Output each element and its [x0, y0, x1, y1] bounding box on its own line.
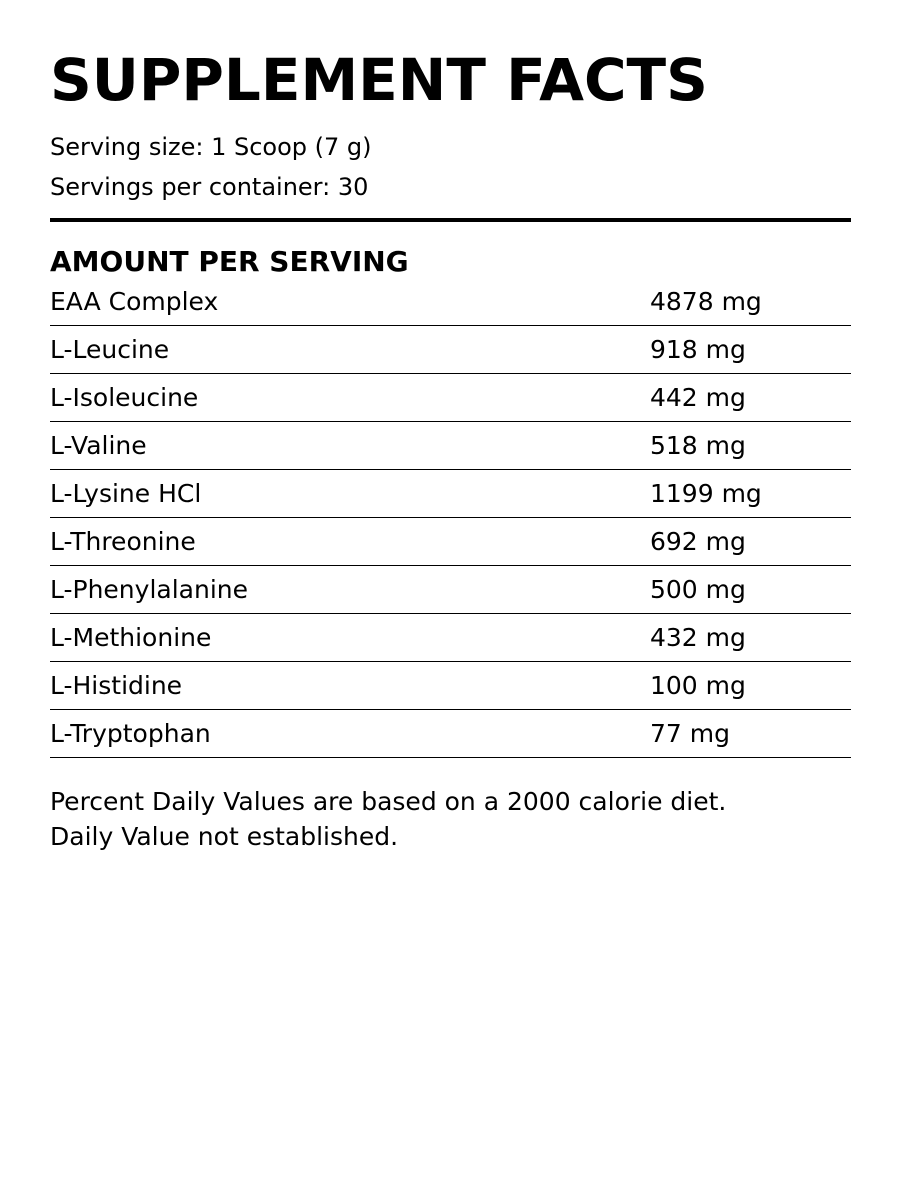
- ingredient-amount: 442 mg: [650, 382, 746, 412]
- facts-table: [50, 278, 851, 758]
- ingredient-name: L-Leucine: [50, 334, 170, 364]
- ingredient-name: L-Valine: [50, 430, 147, 460]
- ingredient-amount: 100 mg: [650, 670, 746, 700]
- table-row: [50, 374, 851, 422]
- footnote: [50, 784, 726, 854]
- ingredient-amount: 1199 mg: [650, 478, 762, 508]
- servings-per-container: Servings per container: 30: [50, 173, 369, 201]
- table-row: [50, 278, 851, 326]
- ingredient-amount: 432 mg: [650, 622, 746, 652]
- ingredient-name: L-Phenylalanine: [50, 574, 248, 604]
- footnote-line: Percent Daily Values are based on a 2000 calorie diet.: [50, 787, 727, 816]
- section-heading: AMOUNT PER SERVING: [50, 245, 409, 278]
- table-row: [50, 614, 851, 662]
- page-title: SUPPLEMENT FACTS: [50, 46, 708, 114]
- table-row: [50, 470, 851, 518]
- ingredient-name: L-Lysine HCl: [50, 478, 202, 508]
- table-row: [50, 566, 851, 614]
- ingredient-amount: 692 mg: [650, 526, 746, 556]
- ingredient-amount: 500 mg: [650, 574, 746, 604]
- ingredient-amount: 77 mg: [650, 718, 730, 748]
- ingredient-name: L-Tryptophan: [50, 718, 211, 748]
- ingredient-name: EAA Complex: [50, 286, 219, 316]
- table-row: [50, 710, 851, 758]
- ingredient-name: L-Methionine: [50, 622, 212, 652]
- table-row: [50, 326, 851, 374]
- divider: [50, 218, 851, 222]
- table-row: [50, 518, 851, 566]
- ingredient-name: L-Isoleucine: [50, 382, 199, 412]
- table-row: [50, 422, 851, 470]
- ingredient-amount: 918 mg: [650, 334, 746, 364]
- ingredient-amount: 4878 mg: [650, 286, 762, 316]
- serving-size: Serving size: 1 Scoop (7 g): [50, 133, 372, 161]
- ingredient-name: L-Histidine: [50, 670, 183, 700]
- footnote-line: Daily Value not established.: [50, 822, 399, 851]
- ingredient-amount: 518 mg: [650, 430, 746, 460]
- ingredient-name: L-Threonine: [50, 526, 196, 556]
- table-row: [50, 662, 851, 710]
